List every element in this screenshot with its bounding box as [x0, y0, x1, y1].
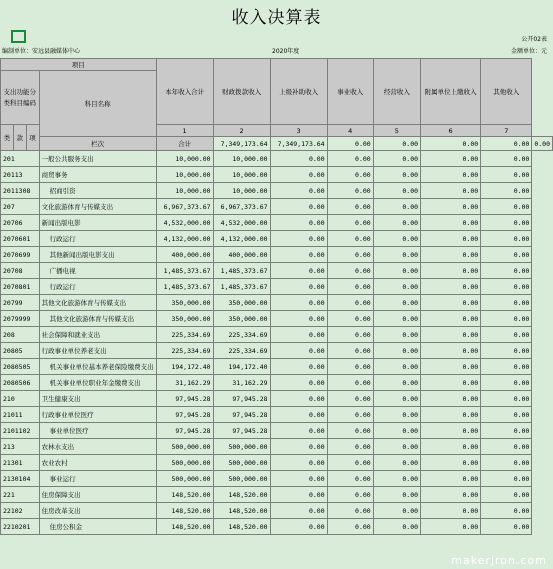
row-subject-name[interactable]: 机关事业单位基本养老保险缴费支出 — [39, 359, 156, 375]
row-col-7[interactable]: 0.00 — [481, 519, 532, 535]
row-col-3[interactable]: 0.00 — [270, 247, 327, 263]
row-col-3[interactable]: 0.00 — [270, 183, 327, 199]
row-col-4[interactable]: 0.00 — [327, 247, 373, 263]
row-col-6[interactable]: 0.00 — [421, 183, 481, 199]
row-col-2[interactable]: 400,000.00 — [213, 247, 270, 263]
header-col-7: 其他收入 — [481, 59, 532, 125]
row-col-7[interactable]: 0.00 — [481, 311, 532, 327]
row-subject-name[interactable]: 新闻出版电影 — [39, 215, 156, 231]
row-col-7[interactable]: 0.00 — [481, 151, 532, 167]
row-col-6[interactable]: 0.00 — [421, 311, 481, 327]
row-code[interactable]: 20805 — [1, 343, 40, 359]
table-row — [1, 183, 553, 199]
row-col-2[interactable]: 500,000.00 — [213, 471, 270, 487]
row-code[interactable]: 2070601 — [1, 231, 40, 247]
row-col-4[interactable]: 0.00 — [327, 199, 373, 215]
row-col-4[interactable]: 0.00 — [327, 231, 373, 247]
row-col-1[interactable]: 148,520.00 — [156, 503, 213, 519]
row-col-3[interactable]: 0.00 — [270, 391, 327, 407]
row-subject-name[interactable]: 一般公共服务支出 — [39, 151, 156, 167]
table-row — [1, 471, 553, 487]
row-col-1[interactable]: 4,132,000.00 — [156, 231, 213, 247]
row-col-4[interactable]: 0.00 — [327, 295, 373, 311]
row-subject-name[interactable]: 其他新闻出版电影支出 — [39, 247, 156, 263]
header-col-1: 本年收入合计 — [156, 59, 213, 125]
row-code[interactable]: 2130104 — [1, 471, 40, 487]
row-col-1[interactable]: 31,162.29 — [156, 375, 213, 391]
total-col-7[interactable]: 0.00 — [532, 137, 553, 151]
row-col-7[interactable]: 0.00 — [481, 167, 532, 183]
income-final-accounts-table — [0, 58, 553, 535]
page-title: 收入决算表 — [231, 8, 322, 28]
row-code[interactable]: 2210201 — [1, 519, 40, 535]
row-col-7[interactable]: 0.00 — [481, 199, 532, 215]
table-row — [1, 327, 553, 343]
row-col-2[interactable]: 10,000.00 — [213, 183, 270, 199]
row-code[interactable]: 20708 — [1, 263, 40, 279]
row-col-7[interactable]: 0.00 — [481, 471, 532, 487]
row-subject-name[interactable]: 事业运行 — [39, 471, 156, 487]
row-col-4[interactable]: 0.00 — [327, 439, 373, 455]
header-col-6: 附属单位上缴收入 — [421, 59, 481, 125]
row-col-2[interactable]: 350,000.00 — [213, 295, 270, 311]
row-col-4[interactable]: 0.00 — [327, 455, 373, 471]
row-col-7[interactable]: 0.00 — [481, 439, 532, 455]
row-col-5[interactable]: 0.00 — [373, 439, 420, 455]
row-col-5[interactable]: 0.00 — [373, 455, 420, 471]
header-subject-name: 科目名称 — [39, 71, 156, 137]
row-col-5[interactable]: 0.00 — [373, 215, 420, 231]
row-col-5[interactable]: 0.00 — [373, 423, 420, 439]
row-col-4[interactable]: 0.00 — [327, 167, 373, 183]
row-col-4[interactable]: 0.00 — [327, 263, 373, 279]
row-col-5[interactable]: 0.00 — [373, 519, 420, 535]
table-row — [1, 487, 553, 503]
table-row — [1, 375, 553, 391]
row-col-7[interactable]: 0.00 — [481, 231, 532, 247]
row-subject-name[interactable]: 广播电视 — [39, 263, 156, 279]
row-subject-name[interactable]: 农业农村 — [39, 455, 156, 471]
row-col-6[interactable]: 0.00 — [421, 375, 481, 391]
row-col-5[interactable]: 0.00 — [373, 391, 420, 407]
row-col-6[interactable]: 0.00 — [421, 359, 481, 375]
total-col-3[interactable]: 0.00 — [327, 137, 373, 151]
table-row — [1, 455, 553, 471]
row-col-4[interactable]: 0.00 — [327, 215, 373, 231]
row-code[interactable]: 21011 — [1, 407, 40, 423]
table-row — [1, 423, 553, 439]
row-col-2[interactable]: 225,334.69 — [213, 327, 270, 343]
row-col-4[interactable]: 0.00 — [327, 343, 373, 359]
row-col-4[interactable]: 0.00 — [327, 391, 373, 407]
row-col-3[interactable]: 0.00 — [270, 455, 327, 471]
row-col-6[interactable]: 0.00 — [421, 151, 481, 167]
row-col-2[interactable]: 500,000.00 — [213, 439, 270, 455]
row-col-4[interactable]: 0.00 — [327, 183, 373, 199]
row-col-3[interactable]: 0.00 — [270, 375, 327, 391]
col-number-3: 3 — [270, 125, 327, 137]
row-col-6[interactable]: 0.00 — [421, 215, 481, 231]
row-col-1[interactable]: 148,520.00 — [156, 519, 213, 535]
row-subject-name[interactable]: 住房改革支出 — [39, 503, 156, 519]
row-col-1[interactable]: 500,000.00 — [156, 455, 213, 471]
table-row — [1, 167, 553, 183]
row-col-7[interactable]: 0.00 — [481, 359, 532, 375]
reporting-unit: 编制单位：安远县融媒体中心 — [2, 48, 81, 55]
row-col-1[interactable]: 350,000.00 — [156, 295, 213, 311]
row-col-4[interactable]: 0.00 — [327, 407, 373, 423]
row-col-5[interactable]: 0.00 — [373, 199, 420, 215]
table-row — [1, 359, 553, 375]
row-code[interactable]: 2070699 — [1, 247, 40, 263]
header-col-3: 上级补助收入 — [270, 59, 327, 125]
row-code[interactable]: 210 — [1, 391, 40, 407]
row-subject-name[interactable]: 商贸事务 — [39, 167, 156, 183]
row-col-2[interactable]: 1,485,373.67 — [213, 279, 270, 295]
header-xiang: 项 — [26, 125, 39, 151]
total-col-6[interactable]: 0.00 — [481, 137, 532, 151]
row-col-2[interactable]: 97,945.28 — [213, 391, 270, 407]
col-number-5: 5 — [373, 125, 420, 137]
total-col-4[interactable]: 0.00 — [373, 137, 420, 151]
row-col-5[interactable]: 0.00 — [373, 407, 420, 423]
table-row — [1, 407, 553, 423]
row-col-5[interactable]: 0.00 — [373, 167, 420, 183]
row-col-3[interactable]: 0.00 — [270, 151, 327, 167]
table-row — [1, 295, 553, 311]
row-col-5[interactable]: 0.00 — [373, 183, 420, 199]
row-col-1[interactable]: 97,945.28 — [156, 391, 213, 407]
row-col-2[interactable]: 10,000.00 — [213, 167, 270, 183]
row-col-1[interactable]: 225,334.69 — [156, 343, 213, 359]
row-col-5[interactable]: 0.00 — [373, 503, 420, 519]
row-col-7[interactable]: 0.00 — [481, 295, 532, 311]
row-col-3[interactable]: 0.00 — [270, 231, 327, 247]
row-subject-name[interactable]: 行政运行 — [39, 231, 156, 247]
row-col-1[interactable]: 97,945.28 — [156, 407, 213, 423]
row-code[interactable]: 207 — [1, 199, 40, 215]
row-col-3[interactable]: 0.00 — [270, 407, 327, 423]
table-row — [1, 391, 553, 407]
row-col-1[interactable]: 10,000.00 — [156, 151, 213, 167]
row-col-3[interactable]: 0.00 — [270, 519, 327, 535]
row-col-1[interactable]: 97,945.28 — [156, 423, 213, 439]
row-col-6[interactable]: 0.00 — [421, 439, 481, 455]
row-col-2[interactable]: 148,520.00 — [213, 487, 270, 503]
row-subject-name[interactable]: 社会保障和就业支出 — [39, 327, 156, 343]
row-code[interactable]: 213 — [1, 439, 40, 455]
row-col-5[interactable]: 0.00 — [373, 359, 420, 375]
row-subject-name[interactable]: 农林水支出 — [39, 439, 156, 455]
row-col-2[interactable]: 500,000.00 — [213, 455, 270, 471]
row-col-5[interactable]: 0.00 — [373, 327, 420, 343]
table-row — [1, 231, 553, 247]
row-subject-name[interactable]: 行政事业单位医疗 — [39, 407, 156, 423]
header-col-2: 财政拨款收入 — [213, 59, 270, 125]
header-col-5: 经营收入 — [373, 59, 420, 125]
row-col-7[interactable]: 0.00 — [481, 247, 532, 263]
table-row — [1, 151, 553, 167]
fiscal-year: 2020年度 — [272, 48, 300, 55]
row-col-7[interactable]: 0.00 — [481, 263, 532, 279]
row-no-label: 栏次 — [39, 137, 156, 151]
table-row — [1, 439, 553, 455]
table-row — [1, 343, 553, 359]
row-col-6[interactable]: 0.00 — [421, 487, 481, 503]
row-col-6[interactable]: 0.00 — [421, 471, 481, 487]
row-col-1[interactable]: 148,520.00 — [156, 487, 213, 503]
row-col-3[interactable]: 0.00 — [270, 423, 327, 439]
row-code[interactable]: 20113 — [1, 167, 40, 183]
row-col-6[interactable]: 0.00 — [421, 167, 481, 183]
row-col-4[interactable]: 0.00 — [327, 519, 373, 535]
row-col-4[interactable]: 0.00 — [327, 359, 373, 375]
row-col-7[interactable]: 0.00 — [481, 407, 532, 423]
row-col-6[interactable]: 0.00 — [421, 391, 481, 407]
row-col-2[interactable]: 4,532,000.00 — [213, 215, 270, 231]
row-col-3[interactable]: 0.00 — [270, 263, 327, 279]
table-row — [1, 519, 553, 535]
row-col-5[interactable]: 0.00 — [373, 263, 420, 279]
row-col-4[interactable]: 0.00 — [327, 375, 373, 391]
row-col-5[interactable]: 0.00 — [373, 151, 420, 167]
table-row — [1, 247, 553, 263]
row-code[interactable]: 20799 — [1, 295, 40, 311]
row-col-1[interactable]: 1,485,373.67 — [156, 263, 213, 279]
row-subject-name[interactable]: 招商引资 — [39, 183, 156, 199]
row-col-7[interactable]: 0.00 — [481, 455, 532, 471]
row-col-2[interactable]: 6,967,373.67 — [213, 199, 270, 215]
row-col-5[interactable]: 0.00 — [373, 231, 420, 247]
row-col-3[interactable]: 0.00 — [270, 439, 327, 455]
row-col-4[interactable]: 0.00 — [327, 151, 373, 167]
row-col-4[interactable]: 0.00 — [327, 327, 373, 343]
row-col-2[interactable]: 4,132,000.00 — [213, 231, 270, 247]
row-col-1[interactable]: 350,000.00 — [156, 311, 213, 327]
total-col-5[interactable]: 0.00 — [421, 137, 481, 151]
row-code[interactable]: 2080505 — [1, 359, 40, 375]
row-code[interactable]: 201 — [1, 151, 40, 167]
row-col-2[interactable]: 97,945.28 — [213, 423, 270, 439]
row-code[interactable]: 21301 — [1, 455, 40, 471]
row-col-5[interactable]: 0.00 — [373, 295, 420, 311]
row-col-4[interactable]: 0.00 — [327, 471, 373, 487]
row-col-2[interactable]: 10,000.00 — [213, 151, 270, 167]
row-col-1[interactable]: 10,000.00 — [156, 183, 213, 199]
row-col-5[interactable]: 0.00 — [373, 343, 420, 359]
row-col-3[interactable]: 0.00 — [270, 503, 327, 519]
row-col-6[interactable]: 0.00 — [421, 231, 481, 247]
row-code[interactable]: 2011308 — [1, 183, 40, 199]
table-row — [1, 503, 553, 519]
col-number-7: 7 — [481, 125, 532, 137]
row-col-6[interactable]: 0.00 — [421, 247, 481, 263]
row-col-2[interactable]: 1,485,373.67 — [213, 263, 270, 279]
row-code[interactable]: 2079999 — [1, 311, 40, 327]
row-col-6[interactable]: 0.00 — [421, 295, 481, 311]
row-col-6[interactable]: 0.00 — [421, 199, 481, 215]
row-col-6[interactable]: 0.00 — [421, 407, 481, 423]
row-col-3[interactable]: 0.00 — [270, 279, 327, 295]
row-col-7[interactable]: 0.00 — [481, 343, 532, 359]
header-kuan: 款 — [14, 125, 26, 151]
row-col-7[interactable]: 0.00 — [481, 215, 532, 231]
row-col-5[interactable]: 0.00 — [373, 375, 420, 391]
row-col-3[interactable]: 0.00 — [270, 327, 327, 343]
row-col-4[interactable]: 0.00 — [327, 311, 373, 327]
row-col-6[interactable]: 0.00 — [421, 279, 481, 295]
row-col-7[interactable]: 0.00 — [481, 391, 532, 407]
row-subject-name[interactable]: 机关事业单位职业年金缴费支出 — [39, 375, 156, 391]
row-subject-name[interactable]: 事业单位医疗 — [39, 423, 156, 439]
row-col-2[interactable]: 350,000.00 — [213, 311, 270, 327]
row-col-1[interactable]: 500,000.00 — [156, 471, 213, 487]
row-col-6[interactable]: 0.00 — [421, 519, 481, 535]
row-subject-name[interactable]: 其他文化旅游体育与传媒支出 — [39, 311, 156, 327]
row-subject-name[interactable]: 行政运行 — [39, 279, 156, 295]
row-col-3[interactable]: 0.00 — [270, 167, 327, 183]
row-col-7[interactable]: 0.00 — [481, 375, 532, 391]
row-col-7[interactable]: 0.00 — [481, 279, 532, 295]
total-col-1[interactable]: 7,349,173.64 — [213, 137, 270, 151]
row-col-6[interactable]: 0.00 — [421, 423, 481, 439]
row-col-5[interactable]: 0.00 — [373, 247, 420, 263]
header-item: 项目 — [1, 59, 157, 71]
row-subject-name[interactable]: 住房公积金 — [39, 519, 156, 535]
table-row — [1, 215, 553, 231]
row-code[interactable]: 208 — [1, 327, 40, 343]
row-col-3[interactable]: 0.00 — [270, 359, 327, 375]
row-col-7[interactable]: 0.00 — [481, 487, 532, 503]
row-col-7[interactable]: 0.00 — [481, 503, 532, 519]
cell-selection-cursor[interactable] — [11, 30, 26, 43]
row-col-3[interactable]: 0.00 — [270, 295, 327, 311]
header-func-code: 支出功能分类科目编码 — [1, 71, 40, 125]
col-number-1: 1 — [156, 125, 213, 137]
row-col-6[interactable]: 0.00 — [421, 343, 481, 359]
row-col-2[interactable]: 97,945.28 — [213, 407, 270, 423]
row-col-5[interactable]: 0.00 — [373, 487, 420, 503]
row-col-4[interactable]: 0.00 — [327, 279, 373, 295]
row-col-2[interactable]: 225,334.69 — [213, 343, 270, 359]
col-number-2: 2 — [213, 125, 270, 137]
col-number-4: 4 — [327, 125, 373, 137]
row-subject-name[interactable]: 文化旅游体育与传媒支出 — [39, 199, 156, 215]
header-col-4: 事业收入 — [327, 59, 373, 125]
row-col-4[interactable]: 0.00 — [327, 487, 373, 503]
row-col-3[interactable]: 0.00 — [270, 487, 327, 503]
row-col-6[interactable]: 0.00 — [421, 327, 481, 343]
header-lei: 类 — [1, 125, 14, 151]
row-code[interactable]: 2101102 — [1, 423, 40, 439]
row-col-7[interactable]: 0.00 — [481, 327, 532, 343]
row-col-5[interactable]: 0.00 — [373, 279, 420, 295]
currency-unit: 金额单位：元 — [510, 48, 547, 55]
total-col-2[interactable]: 7,349,173.64 — [270, 137, 327, 151]
row-code[interactable]: 20706 — [1, 215, 40, 231]
row-col-1[interactable]: 400,000.00 — [156, 247, 213, 263]
total-label: 合计 — [156, 137, 213, 151]
form-code: 公开02表 — [521, 36, 547, 43]
row-col-2[interactable]: 148,520.00 — [213, 503, 270, 519]
row-col-3[interactable]: 0.00 — [270, 199, 327, 215]
row-code[interactable]: 2080506 — [1, 375, 40, 391]
table-row — [1, 199, 553, 215]
row-col-4[interactable]: 0.00 — [327, 423, 373, 439]
row-col-7[interactable]: 0.00 — [481, 423, 532, 439]
row-col-3[interactable]: 0.00 — [270, 343, 327, 359]
row-col-2[interactable]: 194,172.40 — [213, 359, 270, 375]
row-col-1[interactable]: 1,485,373.67 — [156, 279, 213, 295]
row-code[interactable]: 22102 — [1, 503, 40, 519]
row-col-1[interactable]: 194,172.40 — [156, 359, 213, 375]
row-col-6[interactable]: 0.00 — [421, 455, 481, 471]
row-col-6[interactable]: 0.00 — [421, 263, 481, 279]
watermark: makerjron.com — [451, 554, 547, 567]
row-col-1[interactable]: 4,532,000.00 — [156, 215, 213, 231]
col-number-6: 6 — [421, 125, 481, 137]
row-subject-name[interactable]: 卫生健康支出 — [39, 391, 156, 407]
row-col-1[interactable]: 225,334.69 — [156, 327, 213, 343]
row-code[interactable]: 2070801 — [1, 279, 40, 295]
table-row — [1, 311, 553, 327]
row-col-4[interactable]: 0.00 — [327, 503, 373, 519]
row-subject-name[interactable]: 行政事业单位养老支出 — [39, 343, 156, 359]
row-code[interactable]: 221 — [1, 487, 40, 503]
row-col-3[interactable]: 0.00 — [270, 311, 327, 327]
row-col-2[interactable]: 31,162.29 — [213, 375, 270, 391]
row-col-6[interactable]: 0.00 — [421, 503, 481, 519]
row-col-1[interactable]: 6,967,373.67 — [156, 199, 213, 215]
row-col-7[interactable]: 0.00 — [481, 183, 532, 199]
row-col-5[interactable]: 0.00 — [373, 311, 420, 327]
row-col-1[interactable]: 500,000.00 — [156, 439, 213, 455]
table-row — [1, 263, 553, 279]
row-col-1[interactable]: 10,000.00 — [156, 167, 213, 183]
row-col-2[interactable]: 148,520.00 — [213, 519, 270, 535]
row-col-3[interactable]: 0.00 — [270, 215, 327, 231]
row-col-3[interactable]: 0.00 — [270, 471, 327, 487]
row-subject-name[interactable]: 住房保障支出 — [39, 487, 156, 503]
row-subject-name[interactable]: 其他文化旅游体育与传媒支出 — [39, 295, 156, 311]
row-col-5[interactable]: 0.00 — [373, 471, 420, 487]
table-row — [1, 279, 553, 295]
